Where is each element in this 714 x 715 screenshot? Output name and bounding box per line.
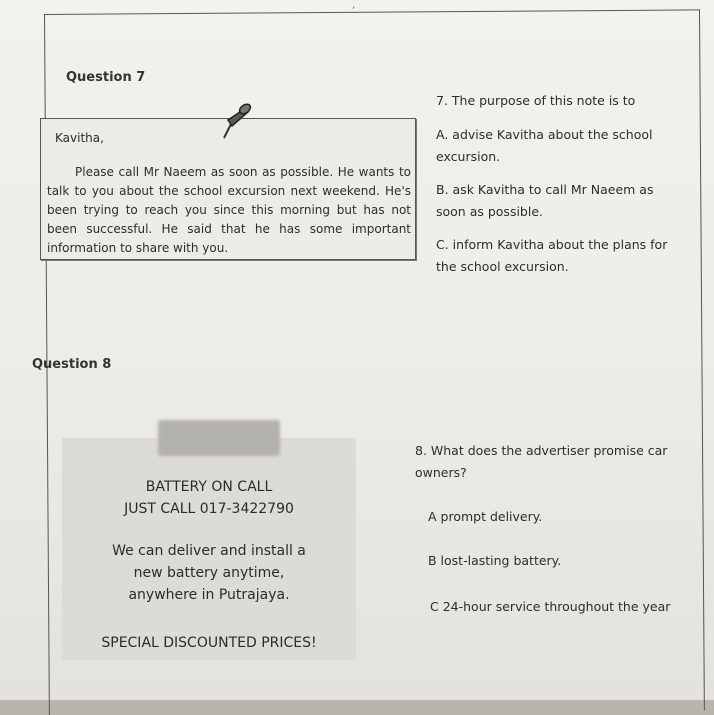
ad-header-smudge — [158, 420, 280, 456]
q7-option-c[interactable]: C. inform Kavitha about the plans for the school excursion. — [436, 237, 668, 274]
q7-stem: 7. The purpose of this note is to — [436, 93, 636, 108]
top-mark: , — [352, 0, 356, 11]
question-7-title: Question 7 — [66, 70, 146, 85]
question-8-title: Question 8 — [32, 357, 112, 372]
q8-stem: 8. What does the advertiser promise car owners? — [415, 443, 668, 480]
q7-option-b[interactable]: B. ask Kavitha to call Mr Naeem as soon as possible. — [436, 182, 654, 219]
ad-body: We can deliver and install a new battery anytime, anywhere in Putrajaya. — [112, 543, 306, 603]
ad-footer: SPECIAL DISCOUNTED PRICES! — [101, 635, 317, 651]
pushpin-icon — [218, 100, 252, 140]
q8-option-a[interactable]: A prompt delivery. — [428, 509, 543, 524]
note-greeting: Kavitha, — [55, 131, 104, 145]
q8-option-c[interactable]: C 24-hour service throughout the year — [430, 599, 671, 614]
ad-headline: BATTERY ON CALL — [145, 479, 273, 495]
ad-phone: JUST CALL 017-3422790 — [124, 501, 294, 517]
q7-option-a[interactable]: A. advise Kavitha about the school excursion. — [436, 127, 653, 164]
q8-option-b[interactable]: B lost-lasting battery. — [428, 553, 562, 568]
note-body: Please call Mr Naeem as soon as possible. He wants to talk to you about the school excursion next weekend. He's been trying to reach you since this morning but has not been successful. He said that he has some important information to share with you. — [47, 165, 411, 255]
advertisement — [62, 438, 356, 660]
